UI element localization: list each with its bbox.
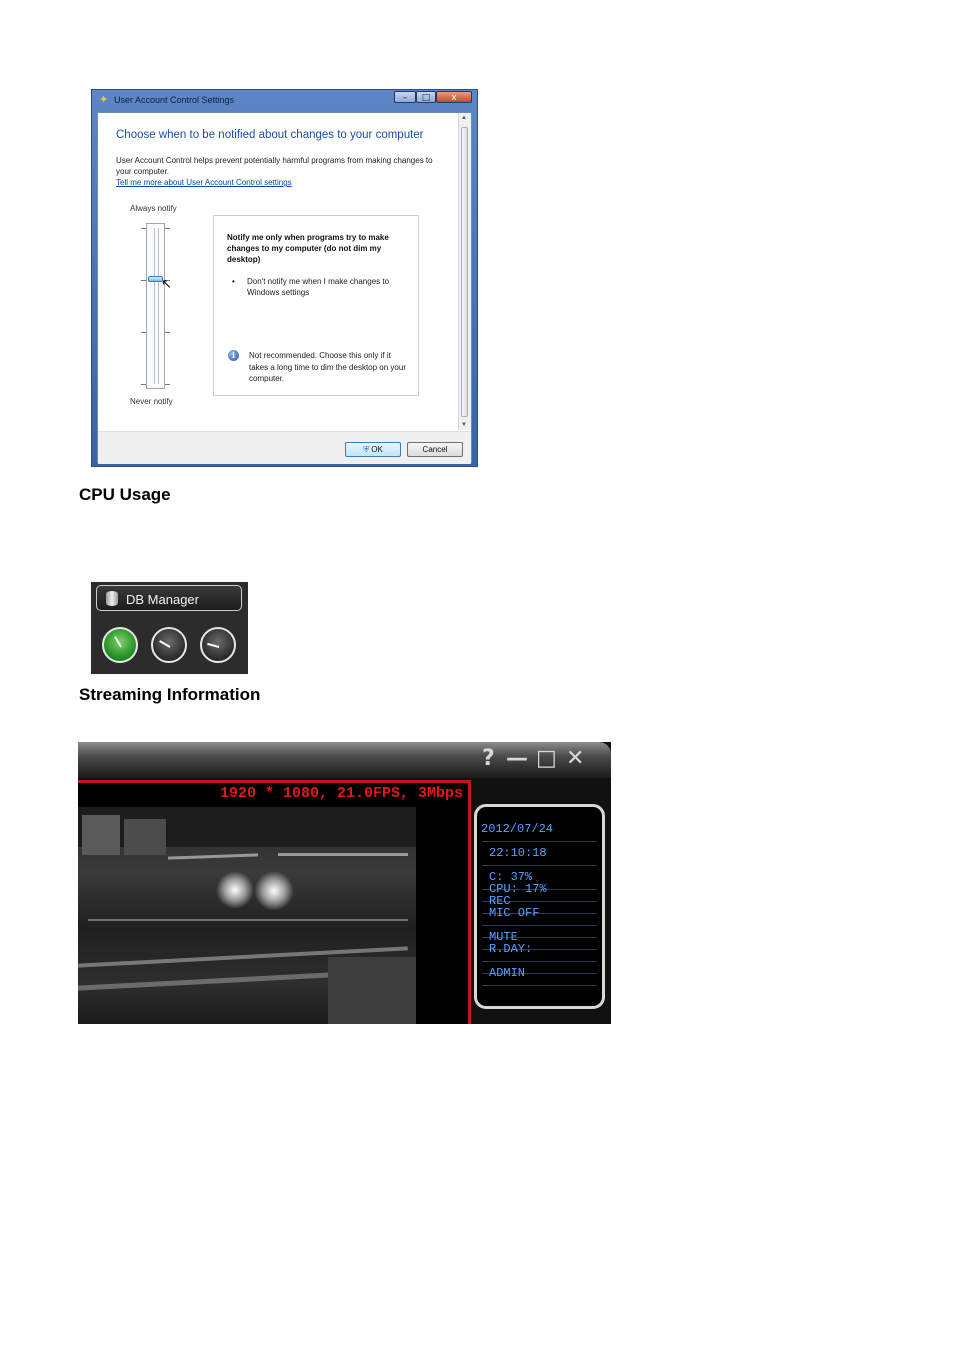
cpu-usage-heading: CPU Usage: [79, 485, 171, 504]
slider-tick: [141, 280, 146, 281]
minimize-icon[interactable]: —: [506, 746, 528, 771]
scene-building: [328, 957, 416, 1024]
scene-road-marking: [278, 853, 408, 856]
cpu-gauge-icon: [151, 627, 187, 663]
uac-client-area: [97, 112, 472, 463]
osd-mute: MUTE: [489, 930, 518, 944]
uac-button-bar: [98, 431, 471, 464]
minimize-button[interactable]: –: [394, 91, 416, 103]
stream-titlebar: [78, 742, 611, 778]
camera-video-view[interactable]: [78, 780, 471, 1024]
osd-rec: REC: [489, 894, 511, 908]
streaming-window: [78, 742, 611, 1024]
osd-divider: [482, 985, 597, 986]
database-icon: [106, 591, 118, 606]
db-manager-panel: [91, 582, 248, 674]
osd-c-usage: C: 37%: [489, 870, 533, 884]
scroll-down-icon[interactable]: ▼: [461, 422, 467, 428]
scene-road-marking: [88, 919, 408, 921]
bullet-icon: •: [232, 277, 235, 286]
osd-user: ADMIN: [489, 966, 526, 980]
scroll-thumb[interactable]: [461, 127, 468, 417]
slider-tick: [165, 332, 170, 333]
stream-osd-panel: [474, 804, 605, 1009]
osd-mic: MIC OFF: [489, 906, 540, 920]
cpu-gauge-icon: [102, 627, 138, 663]
slider-tick: [141, 228, 146, 229]
close-icon[interactable]: ✕: [566, 746, 585, 771]
osd-divider: [482, 961, 597, 962]
osd-divider: [482, 841, 597, 842]
scene-parked-vehicle: [124, 819, 166, 855]
always-notify-label: Always notify: [130, 204, 177, 213]
stream-info-overlay: 1920 * 1080, 21.0FPS, 3Mbps: [219, 785, 463, 802]
scene-headlight: [216, 871, 254, 909]
help-icon[interactable]: ?: [482, 746, 495, 771]
uac-level-bullet: Don't notify me when I make changes to Windows settings: [247, 277, 390, 297]
uac-description-box: [213, 215, 419, 396]
uac-heading: Choose when to be notified about changes to your computer: [116, 129, 424, 141]
osd-time: 22:10:18: [489, 846, 547, 860]
uac-level-note: Not recommended. Choose this only if it takes a long time to dim the desktop on your computer.: [249, 351, 406, 383]
uac-window-title: User Account Control Settings: [114, 95, 235, 105]
cancel-button[interactable]: Cancel: [407, 442, 463, 457]
scroll-up-icon[interactable]: ▲: [461, 115, 467, 121]
osd-cpu-usage: CPU: 17%: [489, 882, 547, 896]
slider-tick: [165, 228, 170, 229]
scene-parked-vehicle: [82, 815, 120, 855]
camera-night-scene: [78, 807, 416, 1024]
uac-scrollbar[interactable]: [458, 113, 471, 430]
maximize-icon[interactable]: □: [536, 746, 557, 771]
uac-titlebar: [92, 90, 477, 110]
close-button[interactable]: x: [436, 91, 472, 103]
cpu-gauge-icon: [200, 627, 236, 663]
slider-tick: [165, 384, 170, 385]
never-notify-label: Never notify: [130, 397, 173, 406]
mouse-pointer-icon: ↖: [161, 277, 172, 292]
osd-recording-days: R.DAY:: [489, 942, 533, 956]
ok-button-label: OK: [371, 445, 383, 454]
osd-date: 2012/07/24: [481, 822, 554, 836]
uac-shield-icon: ✦: [99, 93, 109, 106]
uac-shield-icon: ⛨: [363, 445, 370, 454]
uac-settings-window: [91, 89, 478, 467]
maximize-button[interactable]: □: [416, 91, 436, 103]
scene-road-marking: [168, 853, 258, 859]
osd-divider: [482, 865, 597, 866]
ok-button[interactable]: [345, 442, 401, 457]
osd-divider: [482, 925, 597, 926]
uac-learn-more-link[interactable]: Tell me more about User Account Control settings: [116, 178, 292, 187]
slider-tick: [141, 332, 146, 333]
streaming-information-heading: Streaming Information: [79, 685, 261, 704]
uac-level-title: Notify me only when programs try to make changes to my computer (do not dim my desktop): [227, 233, 389, 264]
scene-headlight: [254, 871, 294, 911]
slider-tick: [141, 384, 146, 385]
info-icon: i: [228, 350, 239, 361]
db-manager-button[interactable]: [96, 585, 242, 611]
notification-level-slider[interactable]: [146, 223, 165, 389]
uac-description: User Account Control helps prevent potentially harmful programs from making changes to your computer.: [116, 156, 433, 176]
db-manager-label: DB Manager: [126, 592, 199, 607]
